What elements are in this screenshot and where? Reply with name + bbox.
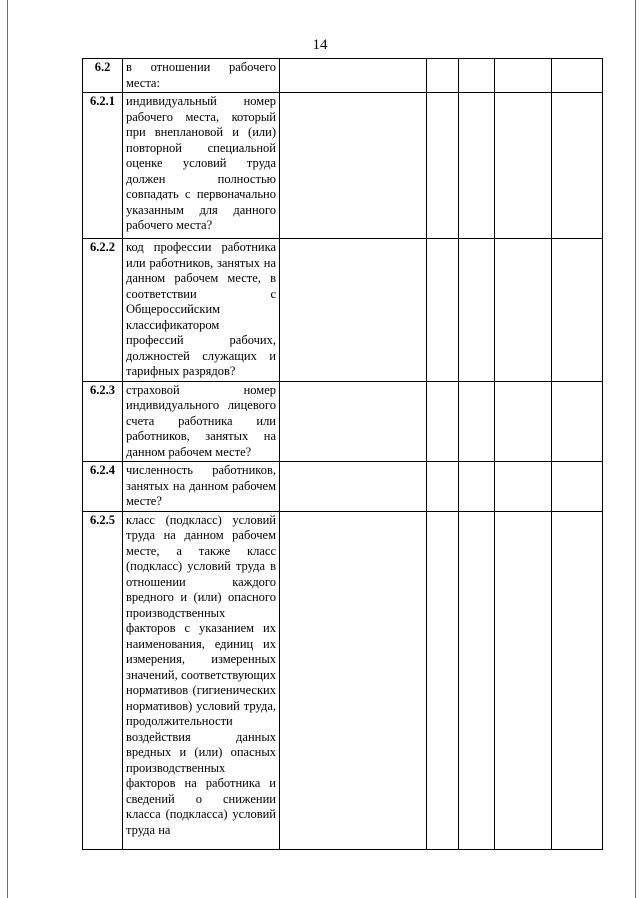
answer-cell	[495, 511, 552, 849]
answer-cell	[427, 381, 459, 462]
item-question: страховой номер индивидуального лицевого счета работника или работников, занятых на данном рабочем месте?	[123, 381, 280, 462]
table-row	[83, 381, 603, 462]
answer-cell	[495, 59, 552, 93]
answer-cell	[280, 93, 427, 239]
answer-cell	[459, 511, 495, 849]
item-question: индивидуальный номер рабочего места, который при внеплановой и (или) повторной специальной оценке условий труда должен полностью совпадать с первоначально указанным для данного рабочего места?	[123, 93, 280, 239]
answer-cell	[427, 59, 459, 93]
table-row	[83, 239, 603, 382]
answer-cell	[495, 93, 552, 239]
item-number: 6.2.5	[83, 511, 123, 849]
table-row	[83, 59, 603, 93]
item-question: численность работников, занятых на данном рабочем месте?	[123, 462, 280, 512]
answer-cell	[552, 511, 603, 849]
answer-cell	[459, 381, 495, 462]
item-question: класс (подкласс) условий труда на данном рабочем месте, а также класс (подкласс) условий труда в отношении каждого вредного и (или) опасного производственных факторов с указанием их наименования, единиц их измерения, измеренных значений, соответствующих нормативов (гигиенических нормативов) условий труда, продолжительности воздействия данных вредных и (или) опасных производственных факторов на работника и сведений о снижении класса (подкласса) условий труда на	[123, 511, 280, 849]
item-number: 6.2.2	[83, 239, 123, 382]
item-number: 6.2	[83, 59, 123, 93]
answer-cell	[459, 93, 495, 239]
answer-cell	[280, 59, 427, 93]
table-row	[83, 511, 603, 849]
answer-cell	[459, 462, 495, 512]
item-number: 6.2.1	[83, 93, 123, 239]
answer-cell	[280, 462, 427, 512]
checklist-table	[82, 58, 603, 850]
item-question: код профессии работника или работников, занятых на данном рабочем месте, в соответствии с Общероссийским классификатором профессий рабочих, должностей служащих и тарифных разрядов?	[123, 239, 280, 382]
answer-cell	[552, 59, 603, 93]
answer-cell	[495, 381, 552, 462]
item-number: 6.2.4	[83, 462, 123, 512]
table-row	[83, 93, 603, 239]
item-number: 6.2.3	[83, 381, 123, 462]
answer-cell	[552, 381, 603, 462]
answer-cell	[459, 239, 495, 382]
table-row	[83, 462, 603, 512]
answer-cell	[427, 239, 459, 382]
answer-cell	[552, 93, 603, 239]
scan-left-edge	[7, 0, 8, 898]
item-question: в отношении рабочего места:	[123, 59, 280, 93]
answer-cell	[280, 511, 427, 849]
answer-cell	[459, 59, 495, 93]
scan-right-edge	[635, 0, 636, 898]
answer-cell	[427, 462, 459, 512]
page-number: 14	[312, 37, 328, 53]
answer-cell	[280, 381, 427, 462]
answer-cell	[280, 239, 427, 382]
answer-cell	[552, 239, 603, 382]
answer-cell	[495, 462, 552, 512]
answer-cell	[427, 511, 459, 849]
answer-cell	[495, 239, 552, 382]
answer-cell	[427, 93, 459, 239]
answer-cell	[552, 462, 603, 512]
